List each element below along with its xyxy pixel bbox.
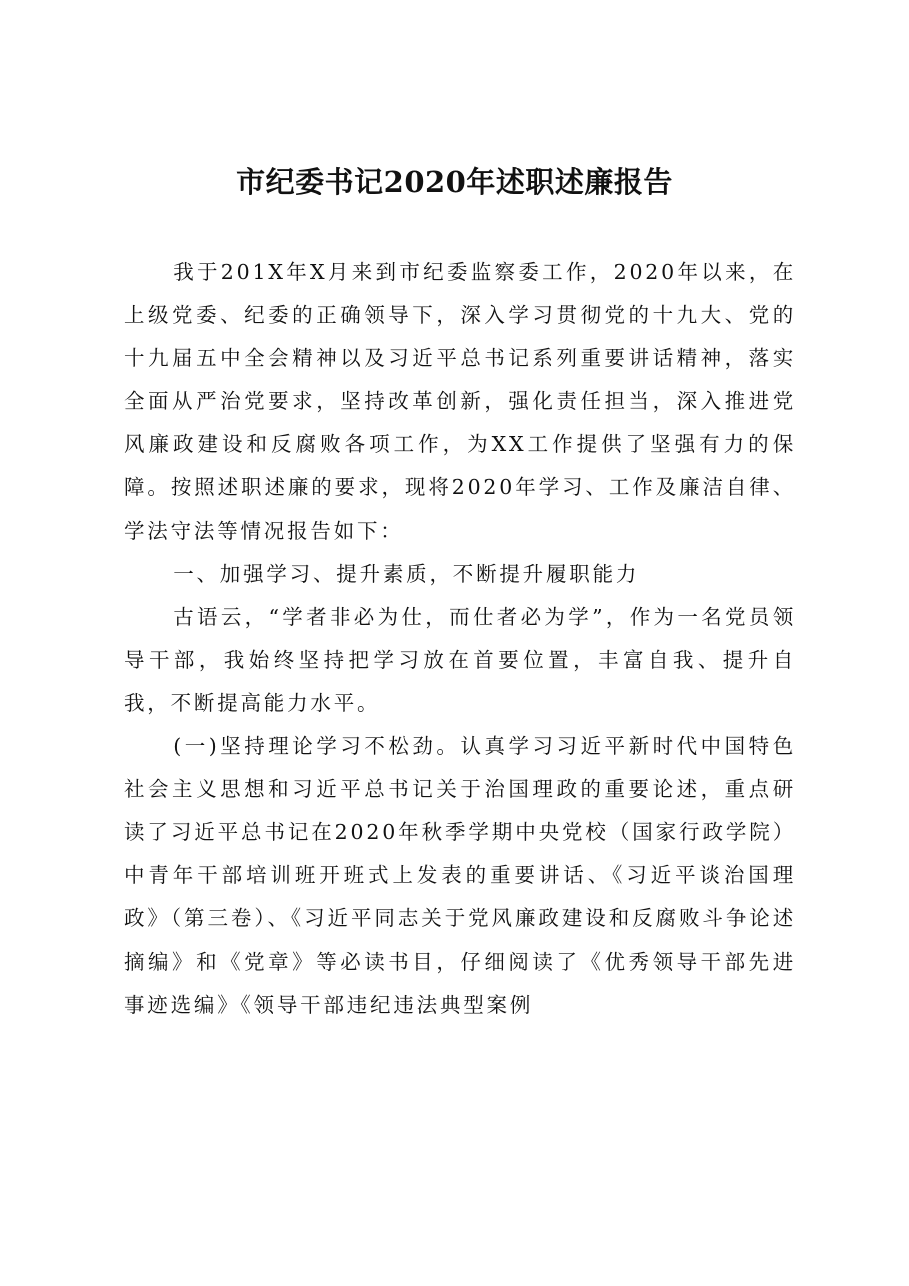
document-body xyxy=(124,251,796,1027)
subsection-paragraph: (一)坚持理论学习不松劲。认真学习习近平新时代中国特色社会主义思想和习近平总书记关于治国理政的重要论述，重点研读了习近平总书记在2020年秋季学期中央党校（国家行政学院）中青年干部培训班开班式上发表的重要讲话、《习近平谈治国理政》（第三卷）、《习近平同志关于党风廉政建设和反腐败斗争论述摘编》和《党章》等必读书目，仔细阅读了《优秀领导干部先进事迹选编》《领导干部违纪违法典型案例 xyxy=(124,734,796,1017)
section-paragraph: 古语云，“学者非必为仕，而仕者必为学”，作为一名党员领导干部，我始终坚持把学习放在首要位置，丰富自我、提升自我，不断提高能力水平。 xyxy=(124,604,796,715)
document-title: 市纪委书记2020年述职述廉报告 xyxy=(236,165,673,199)
section-heading: 一、加强学习、提升素质，不断提升履职能力 xyxy=(173,561,640,586)
intro-paragraph: 我于201X年X月来到市纪委监察委工作，2020年以来，在上级党委、纪委的正确领导下，深入学习贯彻党的十九大、党的十九届五中全会精神以及习近平总书记系列重要讲话精神，落实全面从严治党要求，坚持改革创新，强化责任担当，深入推进党风廉政建设和反腐败各项工作，为XX工作提供了坚强有力的保障。按照述职述廉的要求，现将2020年学习、工作及廉洁自律、学法守法等情况报告如下： xyxy=(124,260,796,543)
